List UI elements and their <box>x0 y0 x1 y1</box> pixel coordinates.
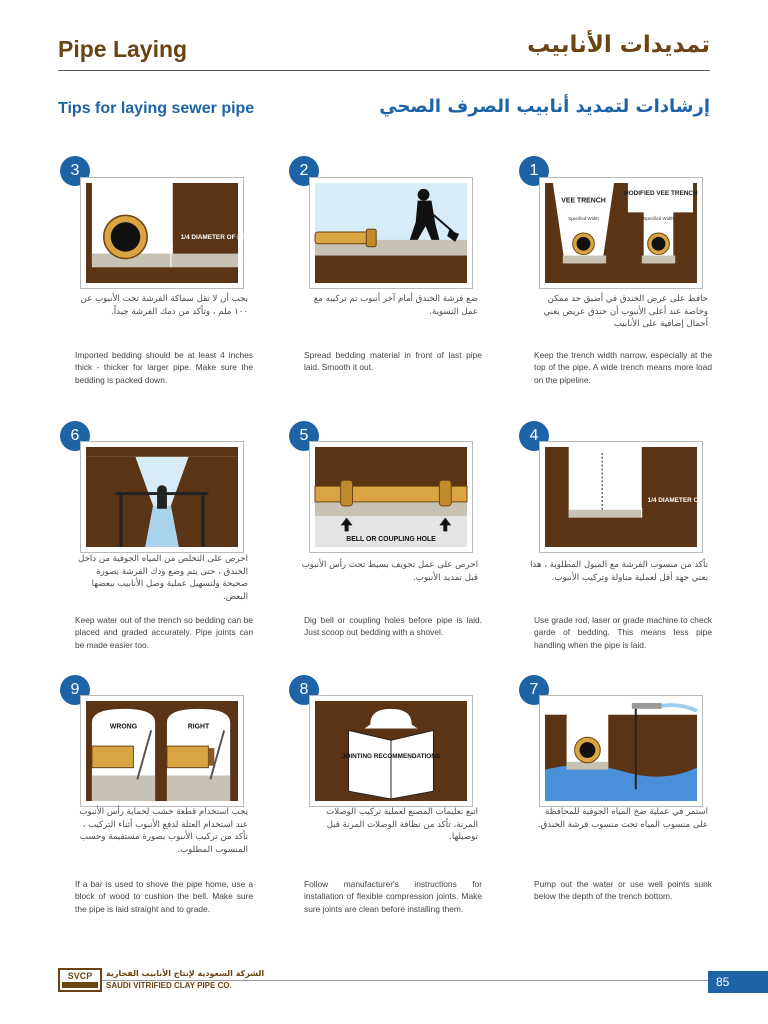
vee-trench-label: VEE TRENCH <box>561 197 606 205</box>
step-5-text-en: Dig bell or coupling holes before pipe is laid. Just scoop out bedding with a shovel. <box>304 615 482 638</box>
bell-hole-label: BELL OR COUPLING HOLE <box>346 536 436 544</box>
step-illustration-2 <box>309 177 473 289</box>
step-9-text-en: If a bar is used to shove the pipe home, use a block of wood to cushion the bell. Make sure the pipe is laid straight and to grade. <box>75 879 253 914</box>
step-4-text-ar: تأكد من منسوب الفرشة مع الميول المطلوبة ، هذا يعني جهد أقل لعملية مناولة وتركيب الأنبوب. <box>530 560 708 583</box>
step-badge-1: 1 <box>519 156 549 186</box>
step-illustration-4 <box>539 441 758 553</box>
step-badge-6: 6 <box>60 421 90 451</box>
right-label: RIGHT <box>187 723 210 731</box>
shoving-pipe-illustration <box>86 701 238 801</box>
step-illustration-5 <box>309 441 473 553</box>
trench-width-illustration <box>545 183 697 283</box>
step-illustration-9 <box>80 695 244 807</box>
logo-text: SVCP <box>67 971 93 981</box>
step-badge-8: 8 <box>289 675 319 705</box>
pumping-water-illustration <box>545 701 697 801</box>
step-illustration-8 <box>309 695 473 807</box>
step-6-text-en: Keep water out of the trench so bedding can be placed and graded accurately. Pipe joints can be made easier too. <box>75 615 253 650</box>
page-number: 85 <box>708 971 768 993</box>
page-title-ar: تمديدات الأنابيب <box>527 32 710 58</box>
step-8-text-en: Follow manufacturer's instructions for installation of flexible compression joints. Make sure joints are clean before installing them. <box>304 879 482 914</box>
step-illustration-1 <box>539 177 703 289</box>
company-logo <box>58 968 102 992</box>
step-3-text-ar: يجب أن لا تقل سماكة الفرشة تحت الأنبوب عن ١٠٠ ملم ، وتأكد من دمك الفرشة جيداً. <box>80 294 248 317</box>
step-1-text-en: Keep the trench width narrow, especially at the top of the pipe. A wide trench means more load on the pipeline. <box>534 350 712 385</box>
company-name-en: SAUDI VITRIFIED CLAY PIPE CO. <box>106 981 232 990</box>
step-5-text-ar: احرص على عمل تجويف بسيط تحت رأس الأنبوب قبل تمديد الأنبوب. <box>301 560 478 583</box>
grade-check-illustration <box>545 447 758 547</box>
company-name-ar: الشركة السعودية لإنتاج الأنابيب الفخارية <box>106 969 265 978</box>
modified-vee-label: MODIFIED VEE TRENCH <box>623 189 698 197</box>
diameter-label: 1/4 DIAMETER OF PIPE 4" MINIMUM <box>180 233 291 241</box>
diameter-label-4: 1/4 DIAMETER OF PIPE 4" MINIMUM <box>647 496 758 504</box>
step-illustration-7 <box>539 695 703 807</box>
wrong-label: WRONG <box>109 723 138 731</box>
step-badge-2: 2 <box>289 156 319 186</box>
step-badge-3: 3 <box>60 156 90 186</box>
step-4-text-en: Use grade rod, laser or grade machine to check garde of bedding. This means less pipe handling when the pipe is laid. <box>534 615 712 650</box>
section-title-ar: إرشادات لتمديد أنابيب الصرف الصحي <box>379 96 710 117</box>
jointing-label: JOINTING RECOMMENDATIONS <box>341 752 441 760</box>
spreading-bedding-illustration <box>315 183 467 283</box>
step-2-text-ar: ضع فرشة الخندق أمام آخر أنبوب تم تركيبه مع عمل التسوية. <box>313 294 478 317</box>
bell-hole-illustration <box>315 447 467 547</box>
specified-width-label-2: Specified Width <box>643 216 674 222</box>
step-badge-9: 9 <box>60 675 90 705</box>
step-2-text-en: Spread bedding material in front of last pipe laid. Smooth it out. <box>304 350 482 373</box>
step-illustration-6 <box>80 441 244 553</box>
step-illustration-3 <box>80 177 291 289</box>
header-divider <box>58 70 710 71</box>
page-title-en: Pipe Laying <box>58 36 188 62</box>
dewatering-illustration <box>86 447 238 547</box>
step-7-text-ar: استمر في عملية ضخ المياه الجوفية للمحافظة على منسوب المياه تحت منسوب فرشة الخندق. <box>537 807 708 830</box>
jointing-instructions-illustration <box>315 701 467 801</box>
section-title-en: Tips for laying sewer pipe <box>58 100 255 117</box>
step-3-text-en: Imported bedding should be at least 4 inches thick - thicker for larger pipe. Make sure the bedding is packed down. <box>75 350 253 385</box>
bedding-thickness-illustration <box>86 183 291 283</box>
step-8-text-ar: اتبع تعليمات المصنع لعملية تركيب الوصلات المرنة، تأكد من نظافة الوصلات المرنة قبل توصيلها. <box>326 807 478 842</box>
specified-width-label-1: Specified Width <box>568 216 599 222</box>
step-9-text-ar: يجب استخدام قطعة خشب لحماية رأس الأنبوب عند استخدام العتلة لدفع الأنبوب أثناء التركيب ، تأكد من تركيب الأنبوب بصورة مستقيمة وحسب المنسوب المطلوب. <box>79 807 248 855</box>
step-1-text-ar: حافظ على عرض الخندق في أضيق حد ممكن وخاصة عند أعلى الأنبوب أن خندق عريض يعني أحمال إضافية على الأنابيب <box>543 294 708 329</box>
step-6-text-ar: احرص على التخلص من المياه الجوفية من داخل الخندق ، حتى يتم وضع ودك الفرشة بصورة صحيحة ولتسهيل عملية وصل الأنابيب ببعضها البعض. <box>78 554 248 602</box>
step-7-text-en: Pump out the water or use well points sunk below the depth of the trench bottom. <box>534 879 712 902</box>
step-badge-7: 7 <box>519 675 549 705</box>
step-badge-5: 5 <box>289 421 319 451</box>
step-badge-4: 4 <box>519 421 549 451</box>
